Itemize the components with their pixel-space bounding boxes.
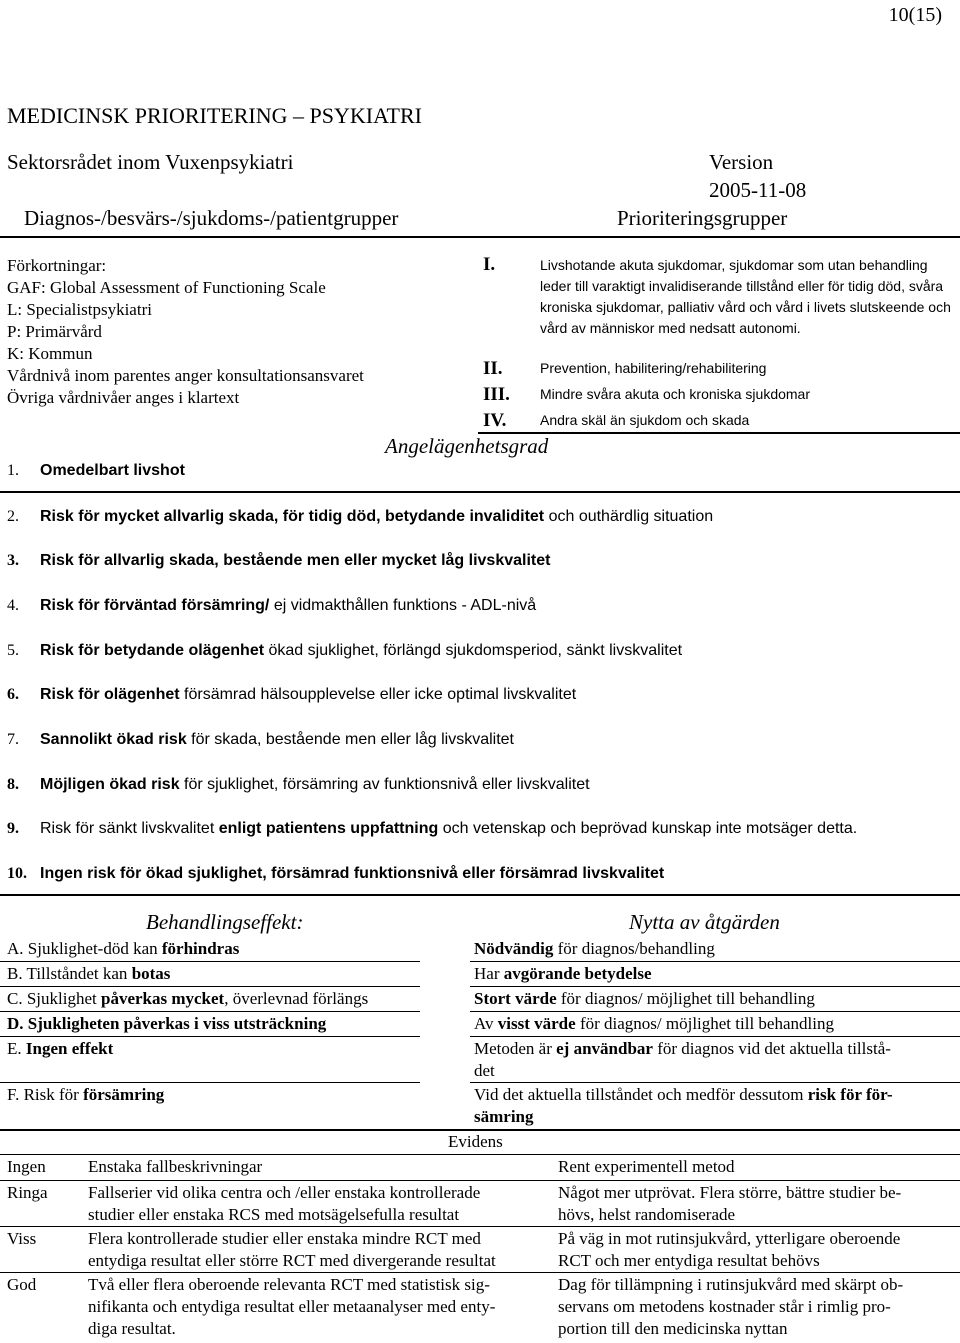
abbreviation-line: P: Primärvård: [7, 322, 102, 341]
evidence-status: portion till den medicinska nyttan: [558, 1319, 788, 1338]
urgency-bold: Omedelbart livshot: [40, 462, 185, 479]
urgency-bold: Möjligen ökad risk: [40, 776, 180, 793]
left-heading: Diagnos-/besvärs-/sjukdoms-/patientgrupper: [24, 206, 399, 230]
urgency-rest: och outhärdlig situation: [544, 508, 714, 525]
effect-row-e: E. Ingen effekt: [7, 1039, 114, 1058]
priority-number: IV.: [483, 410, 507, 431]
urgency-item-1: [7, 460, 185, 482]
evidence-status: RCT och mer entydiga resultat behövs: [558, 1251, 820, 1270]
benefit-row-d: Av visst värde för diagnos/ möjlighet till behandling: [474, 1014, 834, 1033]
evidence-description: Flera kontrollerade studier eller enstaka mindre RCT med: [88, 1229, 481, 1248]
header-divider: [0, 236, 960, 238]
urgency-item-9: [7, 818, 858, 840]
evidence-status: På väg in mot rutinsjukvård, ytterligare oberoende: [558, 1229, 901, 1248]
urgency-rest: ej vidmakthållen funktions - ADL-nivå: [269, 597, 537, 614]
evidence-status: Rent experimentell metod: [558, 1157, 735, 1176]
urgency-rest: för sjuklighet, försämring av funktionsnivå eller livskvalitet: [179, 776, 590, 793]
evidence-description: nifikanta och entydiga resultat eller metaanalyser med enty-: [88, 1297, 496, 1316]
urgency-rest: försämrad hälsoupplevelse eller icke optimal livskvalitet: [179, 686, 577, 703]
evidence-level: Ingen: [7, 1157, 46, 1176]
abbreviation-line: GAF: Global Assessment of Functioning Scale: [7, 278, 326, 297]
benefit-row-e-cont: det: [474, 1061, 495, 1080]
urgency-bold: Risk för förväntad försämring/: [40, 597, 270, 614]
document-title: MEDICINSK PRIORITERING – PSYKIATRI: [7, 103, 422, 128]
urgency-number: 7.: [7, 731, 19, 748]
benefit-row-c: Stort värde för diagnos/ möjlighet till behandling: [474, 989, 815, 1008]
page-number: 10(15): [888, 4, 942, 26]
urgency-number: 1.: [7, 462, 19, 479]
benefit-row-b: Har avgörande betydelse: [474, 964, 652, 983]
version-label: Version: [709, 150, 774, 174]
urgency-rest: för skada, bestående men eller låg livskvalitet: [186, 731, 514, 748]
evidence-description: entydiga resultat eller större RCT med divergerande resultat: [88, 1251, 496, 1270]
benefit-row-a: Nödvändig för diagnos/behandling: [474, 939, 715, 958]
evidence-level: God: [7, 1275, 37, 1294]
priority-divider: [478, 432, 960, 434]
evidence-level: Viss: [7, 1229, 37, 1248]
evidence-title: Evidens: [448, 1132, 503, 1151]
evidence-description: Två eller flera oberoende relevanta RCT med statistisk sig-: [88, 1275, 490, 1294]
effect-row-f: F. Risk för försämring: [7, 1085, 165, 1104]
urgency-rest: Risk för sänkt livskvalitet: [40, 820, 219, 837]
version-date: 2005-11-08: [709, 178, 807, 202]
urgency-bold: Risk för mycket allvarlig skada, för tidig död, betydande invaliditet: [40, 508, 545, 525]
evidence-description: Enstaka fallbeskrivningar: [88, 1157, 263, 1176]
evidence-status: Dag för tillämpning i rutinsjukvård med skärpt ob-: [558, 1275, 904, 1294]
urgency-bold: Risk för allvarlig skada, bestående men eller mycket låg livskvalitet: [40, 552, 551, 569]
effect-row-d: D. Sjukligheten påverkas i viss utsträckning: [7, 1014, 327, 1033]
evidence-description: Fallserier vid olika centra och /eller enstaka kontrollerade: [88, 1183, 481, 1202]
abbreviation-line: L: Specialistpsykiatri: [7, 300, 152, 319]
priority-number: III.: [483, 384, 510, 405]
abbreviation-line: Övriga vårdnivåer anges i klartext: [7, 388, 240, 407]
effect-row-b: B. Tillståndet kan botas: [7, 964, 171, 983]
urgency-number: 6.: [7, 686, 19, 703]
evidence-description: diga resultat.: [88, 1319, 176, 1338]
right-heading: Prioriteringsgrupper: [617, 206, 788, 230]
priority-text: Mindre svåra akuta och kroniska sjukdomar: [540, 386, 811, 402]
urgency-bold: enligt patientens uppfattning: [218, 820, 439, 837]
evidence-status: Något mer utprövat. Flera större, bättre studier be-: [558, 1183, 902, 1202]
evidence-status: hövs, helst randomiserade: [558, 1205, 736, 1224]
priority-text: Andra skäl än sjukdom och skada: [540, 412, 750, 428]
benefit-row-e: Metoden är ej användbar för diagnos vid det aktuella tillstå-: [474, 1039, 891, 1058]
evidence-level: Ringa: [7, 1183, 48, 1202]
urgency-rest: och vetenskap och beprövad kunskap inte motsäger detta.: [438, 820, 858, 837]
urgency-number: 3.: [7, 552, 19, 569]
urgency-item-4: [7, 595, 537, 617]
evidence-description: studier eller enstaka RCS med motsägelsefulla resultat: [88, 1205, 460, 1224]
benefit-heading: Nytta av åtgärden: [629, 910, 780, 934]
priority-number: I.: [483, 254, 496, 275]
urgency-number: 8.: [7, 776, 19, 793]
urgency-number: 4.: [7, 597, 19, 614]
evidence-status: servans om metodens kostnader står i rimlig pro-: [558, 1297, 891, 1316]
priority-text: Livshotande akuta sjukdomar, sjukdomar som utan behandling leder till varaktigt invalidiserande tillstånd eller för tidig död, svåra kroniska sjukdomar, palliativ vård och vård i livets slutskeende och vård av människor med nedsatt autonomi.: [540, 257, 951, 336]
priority-number: II.: [483, 358, 503, 379]
urgency-item-10: [7, 863, 665, 885]
effect-heading: Behandlingseffekt:: [146, 910, 304, 934]
urgency-bottom-divider: [0, 894, 960, 896]
sector-name: Sektorsrådet inom Vuxenpsykiatri: [7, 150, 294, 174]
effect-row-c: C. Sjuklighet påverkas mycket, överlevnad förlängs: [7, 989, 369, 1008]
benefit-row-f-cont: sämring: [474, 1107, 534, 1126]
urgency-number: 5.: [7, 642, 19, 659]
urgency-bold: Sannolikt ökad risk: [40, 731, 187, 748]
urgency-number: 9.: [7, 820, 19, 837]
priority-text: Prevention, habilitering/rehabilitering: [540, 360, 767, 376]
urgency-number: 2.: [7, 508, 19, 525]
urgency-number: 10.: [7, 865, 27, 882]
urgency-item-6: [7, 684, 577, 706]
abbreviations-heading: Förkortningar:: [7, 256, 107, 275]
urgency-title: Angelägenhetsgrad: [385, 434, 549, 458]
urgency-divider: [0, 491, 960, 493]
urgency-rest: ökad sjuklighet, förlängd sjukdomsperiod, sänkt livskvalitet: [264, 642, 683, 659]
urgency-bold: Risk för betydande olägenhet: [40, 642, 265, 659]
urgency-bold: Risk för olägenhet: [40, 686, 180, 703]
urgency-bold: Ingen risk för ökad sjuklighet, försämrad funktionsnivå eller försämrad livskvalitet: [40, 865, 665, 882]
abbreviation-line: K: Kommun: [7, 344, 93, 363]
urgency-item-7: [7, 729, 514, 751]
effect-row-a: A. Sjuklighet-död kan förhindras: [7, 939, 240, 958]
urgency-item-8: [7, 774, 590, 796]
urgency-item-2: [7, 506, 714, 528]
abbreviation-line: Vårdnivå inom parentes anger konsultationsansvaret: [7, 366, 364, 385]
benefit-row-f: Vid det aktuella tillståndet och medför dessutom risk för för-: [474, 1085, 893, 1104]
urgency-item-3: [7, 550, 551, 572]
urgency-item-5: [7, 640, 683, 662]
